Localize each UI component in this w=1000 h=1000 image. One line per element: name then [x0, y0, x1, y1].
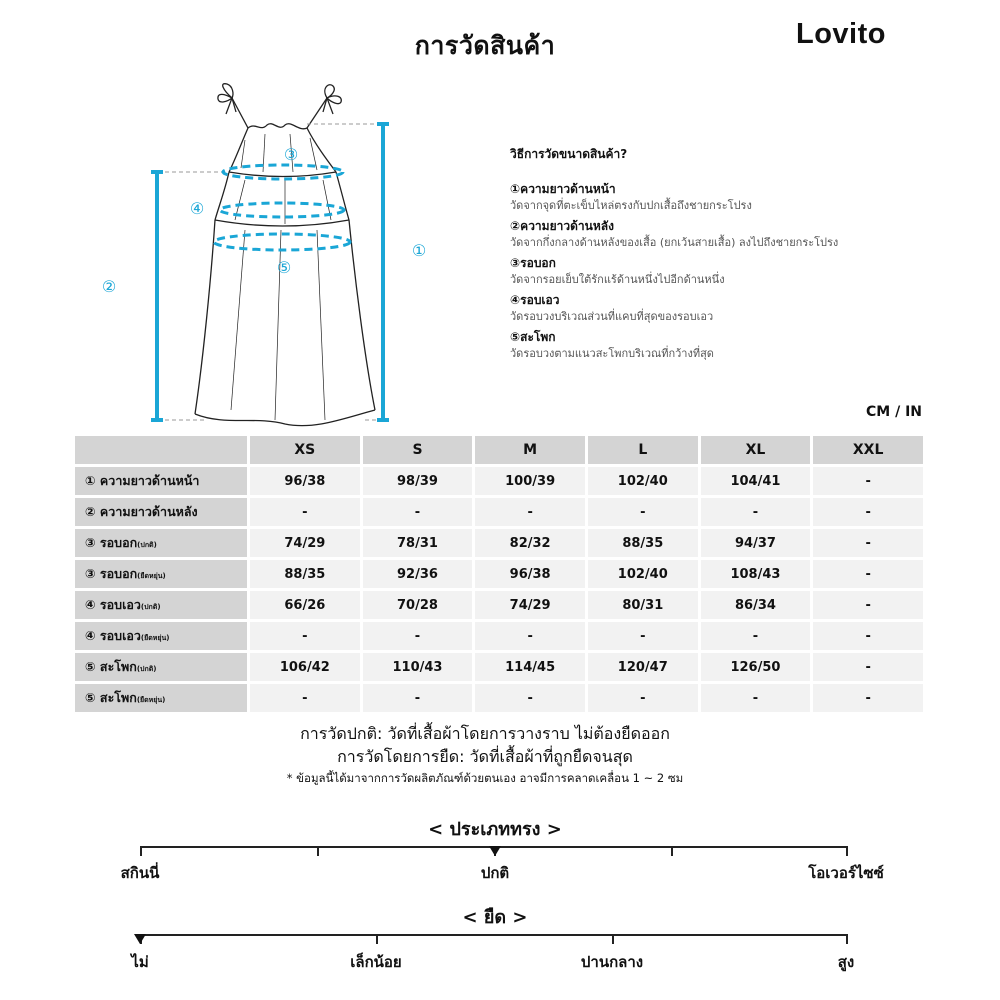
guide-item-name: ③รอบอก [510, 256, 556, 270]
measuring-guide [510, 145, 950, 365]
table-cell: 74/29 [250, 529, 360, 557]
table-row [75, 591, 923, 619]
stretch-selected-marker [134, 934, 146, 944]
table-header-cell: XS [250, 436, 360, 464]
marker-bust: ③ [283, 145, 299, 164]
table-cell: - [475, 684, 585, 712]
row-label [75, 560, 247, 588]
row-label-qualifier: (ปกติ) [140, 603, 161, 611]
size-table [72, 433, 926, 715]
row-label-qualifier: (ยืดหยุ่น) [137, 572, 166, 580]
stretch-label-medium: ปานกลาง [580, 953, 644, 971]
table-corner-cell [75, 436, 247, 464]
table-row [75, 622, 923, 650]
table-cell: 126/50 [701, 653, 811, 681]
table-cell: 102/40 [588, 560, 698, 588]
row-label [75, 529, 247, 557]
table-cell: 66/26 [250, 591, 360, 619]
table-cell: 98/39 [363, 467, 473, 495]
guide-item-desc: วัดจากกึ่งกลางด้านหลังของเสื้อ (ยกเว้นสายเสื้อ) ลงไปถึงชายกระโปรง [510, 236, 839, 249]
row-label-qualifier: (ปกติ) [137, 541, 157, 549]
table-row [75, 653, 923, 681]
guide-item-name: ①ความยาวด้านหน้า [510, 182, 616, 196]
table-cell: - [813, 467, 923, 495]
note-disclaimer: * ข้อมูลนี้ได้มาจากการวัดผลิตภัณฑ์ด้วยตนเอง อาจมีการคลาดเคลื่อน 1 ~ 2 ซม [286, 771, 684, 785]
guide-item-desc: วัดรอบวงตามแนวสะโพกบริเวณที่กว้างที่สุด [510, 347, 714, 360]
guide-item-bust [510, 254, 950, 288]
table-header-row [75, 436, 923, 464]
guide-item-desc: วัดรอบวงบริเวณส่วนที่แคบที่สุดของรอบเอว [510, 310, 714, 323]
marker-waist: ④ [189, 199, 205, 218]
table-cell: - [363, 684, 473, 712]
table-cell: 74/29 [475, 591, 585, 619]
row-label [75, 498, 247, 526]
row-label-text: ① ความยาวด้านหน้า [85, 473, 200, 488]
table-cell: - [813, 529, 923, 557]
row-label-qualifier: (ยืดหยุ่น) [140, 634, 170, 642]
row-label-text: ④ รอบเอว [85, 628, 141, 643]
table-cell: 80/31 [588, 591, 698, 619]
dress-measurement-diagram [95, 80, 435, 430]
stretch-scale-tick [846, 934, 848, 944]
guide-heading: วิธีการวัดขนาดสินค้า? [510, 147, 628, 161]
table-cell: - [250, 684, 360, 712]
measurement-notes [0, 722, 970, 788]
fit-label-skinny: สกินนี่ [120, 864, 160, 882]
table-cell: - [813, 591, 923, 619]
table-cell: 96/38 [475, 560, 585, 588]
table-cell: - [475, 498, 585, 526]
stretch-label-high: สูง [837, 953, 855, 971]
table-cell: - [701, 684, 811, 712]
table-cell: 104/41 [701, 467, 811, 495]
guide-item-hip [510, 328, 950, 362]
row-label [75, 684, 247, 712]
fit-scale-tick [671, 846, 673, 856]
table-cell: 92/36 [363, 560, 473, 588]
guide-item-name: ④รอบเอว [510, 293, 560, 307]
table-header-cell: XXL [813, 436, 923, 464]
row-label-text: ⑤ สะโพก [85, 690, 137, 705]
guide-item-front-length [510, 180, 950, 214]
fit-scale-title: < ประเภททรง > [428, 819, 562, 840]
page-title: การวัดสินค้า [414, 31, 556, 60]
fit-label-oversized: โอเวอร์ไซซ์ [808, 864, 884, 882]
row-label [75, 467, 247, 495]
stretch-scale-title: < ยืด > [462, 907, 528, 928]
stretch-label-slight: เล็กน้อย [350, 953, 402, 971]
table-cell: 88/35 [588, 529, 698, 557]
table-cell: 78/31 [363, 529, 473, 557]
table-cell: - [813, 498, 923, 526]
table-row [75, 560, 923, 588]
guide-item-back-length [510, 217, 950, 251]
table-cell: 108/43 [701, 560, 811, 588]
guide-item-desc: วัดจากจุดที่ตะเข็บไหล่ตรงกับปกเสื้อถึงชายกระโปรง [510, 199, 752, 212]
table-cell: - [363, 622, 473, 650]
table-cell: - [588, 498, 698, 526]
table-cell: - [813, 684, 923, 712]
table-cell: - [475, 622, 585, 650]
fit-selected-marker [489, 846, 501, 856]
fit-scale-tick [317, 846, 319, 856]
fit-scale-tick [846, 846, 848, 856]
table-cell: - [250, 498, 360, 526]
row-label-text: ④ รอบเอว [85, 597, 141, 612]
row-label [75, 591, 247, 619]
fit-scale-tick [140, 846, 142, 856]
table-header-cell: M [475, 436, 585, 464]
table-cell: - [813, 560, 923, 588]
table-cell: - [701, 622, 811, 650]
stretch-scale-tick [612, 934, 614, 944]
table-cell: 120/47 [588, 653, 698, 681]
table-cell: - [813, 653, 923, 681]
table-cell: 88/35 [250, 560, 360, 588]
stretch-label-none: ไม่ [131, 953, 149, 971]
table-row [75, 684, 923, 712]
table-cell: 70/28 [363, 591, 473, 619]
table-cell: 82/32 [475, 529, 585, 557]
guide-item-name: ⑤สะโพก [510, 330, 556, 344]
row-label-text: ⑤ สะโพก [85, 659, 137, 674]
brand-logo: Lovito [796, 18, 886, 50]
table-cell: 110/43 [363, 653, 473, 681]
row-label-text: ③ รอบอก [85, 535, 138, 550]
marker-front-length: ① [411, 241, 427, 260]
note-normal: การวัดปกติ: วัดที่เสื้อผ้าโดยการวางราบ ไม่ต้องยืดออก [300, 724, 670, 743]
table-header-cell: XL [701, 436, 811, 464]
table-cell: 94/37 [701, 529, 811, 557]
marker-back-length: ② [101, 277, 117, 296]
table-cell: - [250, 622, 360, 650]
table-cell: 86/34 [701, 591, 811, 619]
fit-label-regular: ปกติ [480, 864, 510, 882]
table-header-cell: S [363, 436, 473, 464]
table-cell: 96/38 [250, 467, 360, 495]
table-row [75, 467, 923, 495]
row-label-qualifier: (ปกติ) [136, 665, 157, 673]
table-cell: - [701, 498, 811, 526]
row-label [75, 622, 247, 650]
table-cell: 100/39 [475, 467, 585, 495]
row-label-text: ② ความยาวด้านหลัง [85, 504, 198, 519]
table-cell: 114/45 [475, 653, 585, 681]
table-cell: 102/40 [588, 467, 698, 495]
row-label-text: ③ รอบอก [85, 566, 138, 581]
table-cell: - [588, 622, 698, 650]
table-row [75, 529, 923, 557]
table-row [75, 498, 923, 526]
table-cell: 106/42 [250, 653, 360, 681]
row-label-qualifier: (ยืดหยุ่น) [136, 696, 166, 704]
guide-item-desc: วัดจากรอยเย็บใต้รักแร้ด้านหนึ่งไปอีกด้านหนึ่ง [510, 273, 725, 286]
stretch-scale-line [140, 934, 848, 936]
unit-label: CM / IN [866, 404, 922, 420]
note-stretched: การวัดโดยการยืด: วัดที่เสื้อผ้าที่ถูกยืดจนสุด [337, 747, 633, 766]
guide-item-waist [510, 291, 950, 325]
table-header-cell: L [588, 436, 698, 464]
marker-hip: ⑤ [276, 258, 292, 277]
table-cell: - [813, 622, 923, 650]
table-cell: - [363, 498, 473, 526]
table-cell: - [588, 684, 698, 712]
row-label [75, 653, 247, 681]
guide-item-name: ②ความยาวด้านหลัง [510, 219, 614, 233]
stretch-scale-tick [376, 934, 378, 944]
